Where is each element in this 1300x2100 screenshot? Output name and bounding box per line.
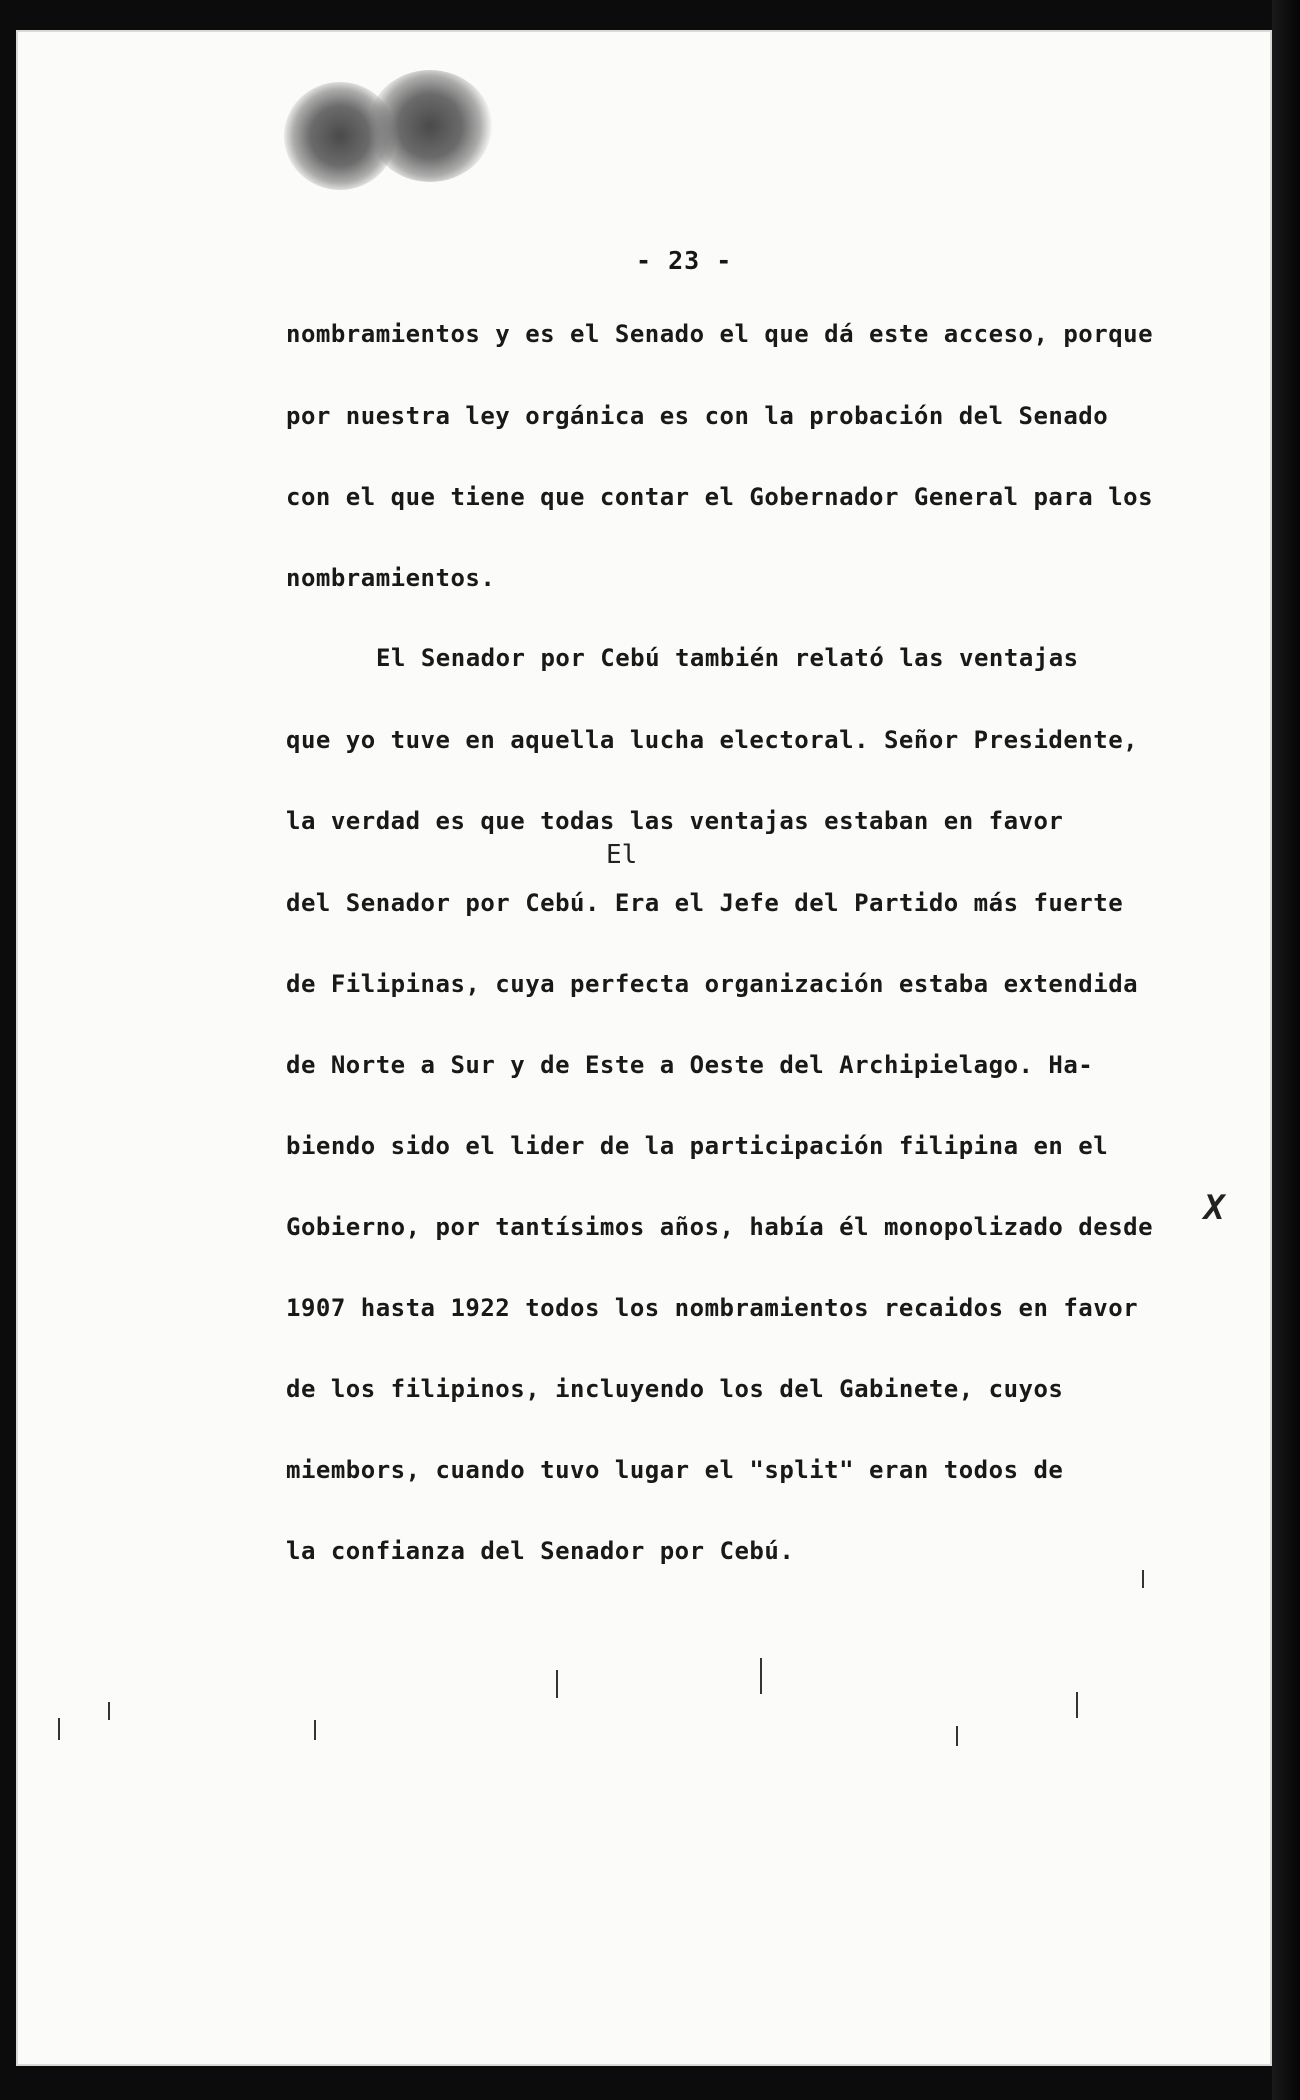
handwritten-insertion: El (606, 840, 638, 870)
stray-mark (760, 1658, 762, 1694)
scan-edge (1272, 0, 1300, 2100)
text-line: nombramientos y es el Senado el que dá este acceso, porque (286, 320, 1154, 348)
text-line: nombramientos. (286, 564, 496, 592)
text-line: la confianza del Senador por Cebú. (286, 1537, 795, 1565)
text-line: con el que tiene que contar el Gobernador General para los (286, 483, 1154, 511)
text-line: de los filipinos, incluyendo los del Gabinete, cuyos (286, 1375, 1064, 1403)
text-line: 1907 hasta 1922 todos los nombramientos recaidos en favor (286, 1294, 1139, 1322)
stray-mark (556, 1670, 558, 1698)
stray-mark (314, 1720, 316, 1740)
stray-mark (1076, 1692, 1078, 1718)
page-number: - 23 - (636, 246, 733, 275)
text-line: El Senador por Cebú también relató las ventajas (376, 644, 1079, 672)
stray-mark (108, 1702, 110, 1720)
text-line: por nuestra ley orgánica es con la probación del Senado (286, 402, 1109, 430)
text-line: miembors, cuando tuvo lugar el "split" eran todos de (286, 1456, 1064, 1484)
margin-mark: X (1204, 1188, 1225, 1228)
text-line: biendo sido el lider de la participación filipina en el (286, 1132, 1109, 1160)
document-page (16, 30, 1272, 2066)
stray-mark (58, 1718, 60, 1740)
text-line: del Senador por Cebú. Era el Jefe del Partido más fuerte (286, 889, 1124, 917)
stray-mark (1142, 1570, 1144, 1588)
ink-smudge (368, 70, 492, 182)
text-line: de Norte a Sur y de Este a Oeste del Archipielago. Ha- (286, 1051, 1094, 1079)
text-line: que yo tuve en aquella lucha electoral. Señor Presidente, (286, 726, 1139, 754)
text-line: la verdad es que todas las ventajas estaban en favor (286, 807, 1064, 835)
text-line: Gobierno, por tantísimos años, había él monopolizado desde (286, 1213, 1154, 1241)
text-line: de Filipinas, cuya perfecta organización estaba extendida (286, 970, 1139, 998)
stray-mark (956, 1726, 958, 1746)
